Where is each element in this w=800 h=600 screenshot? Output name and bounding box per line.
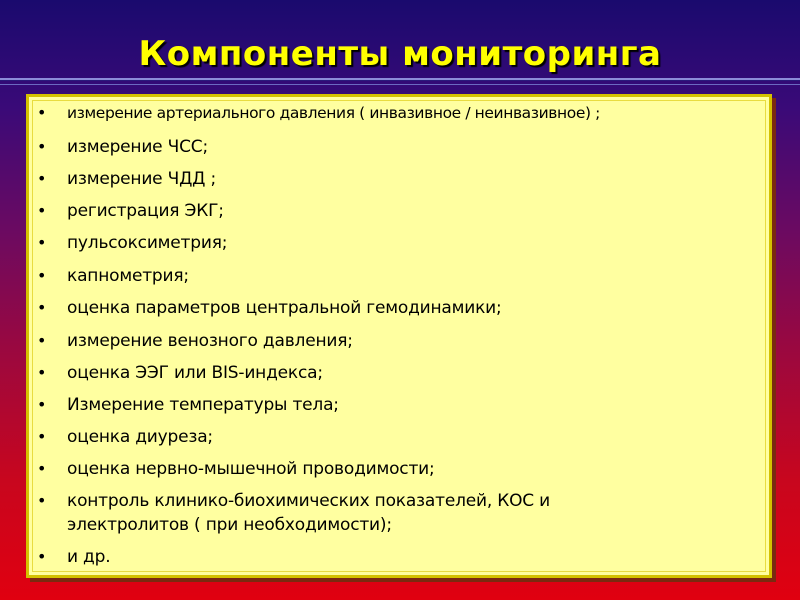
- list-item: [29, 262, 769, 290]
- list-item-text: оценка параметров центральной гемодинамики;: [67, 298, 502, 318]
- title-divider-secondary: [0, 84, 800, 85]
- list-item: [29, 294, 769, 322]
- bullet-icon: •: [37, 395, 47, 414]
- list-item: [29, 359, 769, 387]
- list-item-text: пульсоксиметрия;: [67, 233, 228, 253]
- list-item-text: измерение ЧСС;: [67, 137, 208, 157]
- list-item-text: Измерение температуры тела;: [67, 395, 339, 415]
- list-item-text: измерение артериального давления ( инвазивное / неинвазивное) ;: [67, 104, 600, 122]
- content-panel: [26, 94, 772, 578]
- bullet-icon: •: [37, 233, 47, 252]
- bullet-icon: •: [37, 169, 47, 188]
- list-item-text: измерение ЧДД ;: [67, 169, 216, 189]
- list-item: [29, 165, 769, 193]
- list-item: [29, 391, 769, 419]
- list-item-text: регистрация ЭКГ;: [67, 201, 224, 221]
- bullet-icon: •: [37, 331, 47, 350]
- list-item: [29, 229, 769, 257]
- bullet-icon: •: [37, 201, 47, 220]
- list-item: [29, 543, 769, 571]
- list-item-text: капнометрия;: [67, 266, 189, 286]
- list-item: [29, 197, 769, 225]
- bullet-icon: •: [37, 137, 47, 156]
- list-item: [29, 423, 769, 451]
- bullet-icon: •: [37, 266, 47, 285]
- list-item-text: оценка ЭЭГ или BIS-индекса;: [67, 363, 323, 383]
- bullet-icon: •: [37, 459, 47, 478]
- bullet-icon: •: [37, 547, 47, 566]
- list-item: [29, 133, 769, 161]
- list-item: [29, 99, 769, 127]
- bullet-icon: •: [37, 363, 47, 382]
- bullet-icon: •: [37, 491, 47, 510]
- list-item-text: измерение венозного давления;: [67, 331, 353, 351]
- list-item: [29, 327, 769, 355]
- list-item: [29, 455, 769, 483]
- list-item: [29, 487, 769, 539]
- list-item-text: и др.: [67, 547, 111, 567]
- list-item-text: контроль клинико-биохимических показателей, КОС и электролитов ( при необходимости);: [67, 491, 551, 535]
- bullet-icon: •: [37, 103, 47, 122]
- slide-title: Компоненты мониторинга: [138, 34, 662, 74]
- list-item-text: оценка диуреза;: [67, 427, 213, 447]
- list-item-text: оценка нервно-мышечной проводимости;: [67, 459, 435, 479]
- bullet-icon: •: [37, 427, 47, 446]
- bullet-icon: •: [37, 298, 47, 317]
- title-divider: [0, 78, 800, 81]
